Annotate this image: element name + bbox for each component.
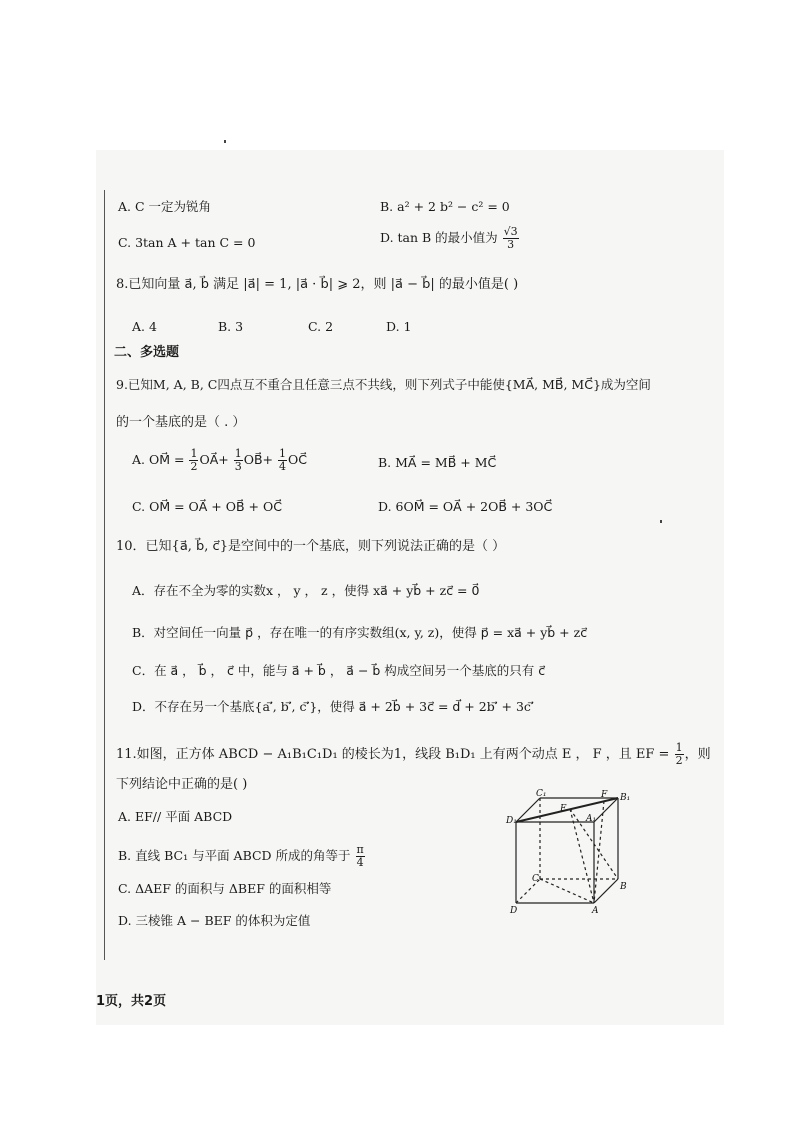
q9-option-a bbox=[132, 448, 307, 473]
fraction-den: 3 bbox=[507, 238, 515, 251]
q10-option-a: A．存在不全为零的实数x ， y ， z ，使得 xa⃗ + yb⃗ + zc⃗ = 0⃗ bbox=[132, 583, 480, 598]
q11-option-a: A. EF// 平面 ABCD bbox=[118, 809, 233, 824]
q8-stem: 8.已知向量 a⃗, b⃗ 满足 |a⃗| = 1, |a⃗ · b⃗| ⩾ 2，则 |a⃗ − b⃗| 的最小值是( ) bbox=[116, 277, 519, 292]
fraction bbox=[234, 448, 243, 473]
label-d1: D₁ bbox=[506, 816, 517, 826]
q11-option-d: D. 三棱锥 A − BEF 的体积为定值 bbox=[118, 913, 311, 928]
q8-option-a: A. 4 bbox=[132, 319, 157, 334]
scan-speck bbox=[660, 520, 662, 523]
q9-a-term1: OA⃗+ bbox=[199, 452, 229, 467]
q11-b-text: B. 直线 BC₁ 与平面 ABCD 所成的角等于 bbox=[118, 848, 351, 863]
q9-option-d: D. 6OM⃗ = OA⃗ + 2OB⃗ + 3OC⃗ bbox=[378, 499, 553, 514]
q11-option-c: C. ΔAEF 的面积与 ΔBEF 的面积相等 bbox=[118, 881, 332, 896]
q7-option-c: C. 3tan A + tan C = 0 bbox=[118, 235, 256, 250]
label-f: F bbox=[601, 790, 608, 800]
q9-option-c: C. OM⃗ = OA⃗ + OB⃗ + OC⃗ bbox=[132, 499, 282, 514]
section-heading: 二、多选题 bbox=[114, 345, 180, 360]
q7-option-d bbox=[380, 226, 520, 251]
fraction bbox=[675, 742, 684, 767]
q8-option-c: C. 2 bbox=[308, 319, 334, 334]
margin-line bbox=[104, 190, 105, 960]
label-c: C bbox=[532, 874, 539, 884]
q11-stem-text: 11.如图，正方体 ABCD − A₁B₁C₁D₁ 的棱长为1，线段 B₁D₁ 上有两个动点 E ， F ，且 EF = bbox=[116, 747, 670, 762]
label-a1: A₁ bbox=[586, 814, 597, 824]
fraction-den: 4 bbox=[279, 460, 286, 473]
segment-c-a bbox=[540, 879, 594, 903]
q9-stem-line2: 的一个基底的是（ . ） bbox=[116, 415, 246, 430]
fraction-num: 1 bbox=[279, 447, 286, 460]
fraction-num: √3 bbox=[503, 225, 518, 238]
label-b1: B₁ bbox=[620, 793, 631, 803]
q9-option-b: B. MA⃗ = MB⃗ + MC⃗ bbox=[378, 455, 497, 470]
label-c1: C₁ bbox=[536, 789, 547, 799]
q10-stem: 10．已知{a⃗, b⃗, c⃗}是空间中的一个基底，则下列说法正确的是（ ） bbox=[116, 539, 506, 554]
q7-option-d-fraction bbox=[503, 226, 519, 251]
fraction-num: 1 bbox=[234, 447, 242, 460]
fraction-den: 3 bbox=[234, 460, 242, 473]
label-b: B bbox=[620, 882, 627, 892]
page-footer: 1页，共2页 bbox=[96, 994, 167, 1009]
q8-option-d: D. 1 bbox=[386, 319, 412, 334]
q10-option-b: B．对空间任一向量 p⃗ ，存在唯一的有序实数组(x, y, z)，使得 p⃗ = xa⃗ + yb⃗ + zc⃗ bbox=[132, 625, 588, 640]
q7-option-a: A. C 一定为锐角 bbox=[118, 199, 212, 214]
q9-a-term3: OC⃗ bbox=[288, 452, 307, 467]
fraction-den: 2 bbox=[190, 460, 198, 473]
fraction bbox=[189, 448, 198, 473]
q7-option-b: B. a² + 2 b² − c² = 0 bbox=[380, 199, 510, 214]
label-d: D bbox=[510, 906, 518, 916]
fraction-num: 1 bbox=[675, 741, 683, 754]
fraction bbox=[356, 844, 365, 869]
fraction-den: 4 bbox=[356, 856, 364, 869]
q11-stem-line2: 下列结论中正确的是( ) bbox=[116, 777, 248, 792]
q11-stem-end: ，则 bbox=[684, 747, 711, 762]
q10-option-c: C．在 a⃗ ， b⃗ ， c⃗ 中，能与 a⃗ + b⃗ ， a⃗ − b⃗ 构成空间另一个基底的只有 c⃗ bbox=[132, 663, 546, 678]
edge-a-b bbox=[594, 879, 618, 903]
label-e: E bbox=[560, 804, 567, 814]
fraction-num: 1 bbox=[190, 447, 198, 460]
q9-a-lhs: A. OM⃗ = bbox=[132, 452, 185, 467]
q9-a-term2: OB⃗+ bbox=[243, 452, 274, 467]
fraction-num: π bbox=[356, 843, 364, 856]
scan-speck bbox=[224, 140, 226, 143]
q11-option-b bbox=[118, 844, 366, 869]
fraction bbox=[278, 448, 287, 473]
segment-d1-b1 bbox=[516, 798, 618, 822]
label-a: A bbox=[592, 906, 599, 916]
q10-option-d: D．不存在另一个基底{a′⃗, b′⃗, c′⃗}，使得 a⃗ + 2b⃗ + 3c⃗ = d⃗ + 2b′⃗ + 3c′⃗ bbox=[132, 699, 534, 714]
q11-stem-line1 bbox=[116, 742, 711, 767]
fraction-den: 2 bbox=[675, 754, 683, 767]
cube-figure bbox=[500, 785, 640, 925]
q7-option-d-text: D. tan B 的最小值为 bbox=[380, 230, 498, 245]
q8-option-b: B. 3 bbox=[218, 319, 244, 334]
q9-stem-line1: 9.已知M, A, B, C四点互不重合且任意三点不共线，则下列式子中能使{MA⃗, MB⃗, MC⃗}成为空间 bbox=[116, 377, 651, 392]
